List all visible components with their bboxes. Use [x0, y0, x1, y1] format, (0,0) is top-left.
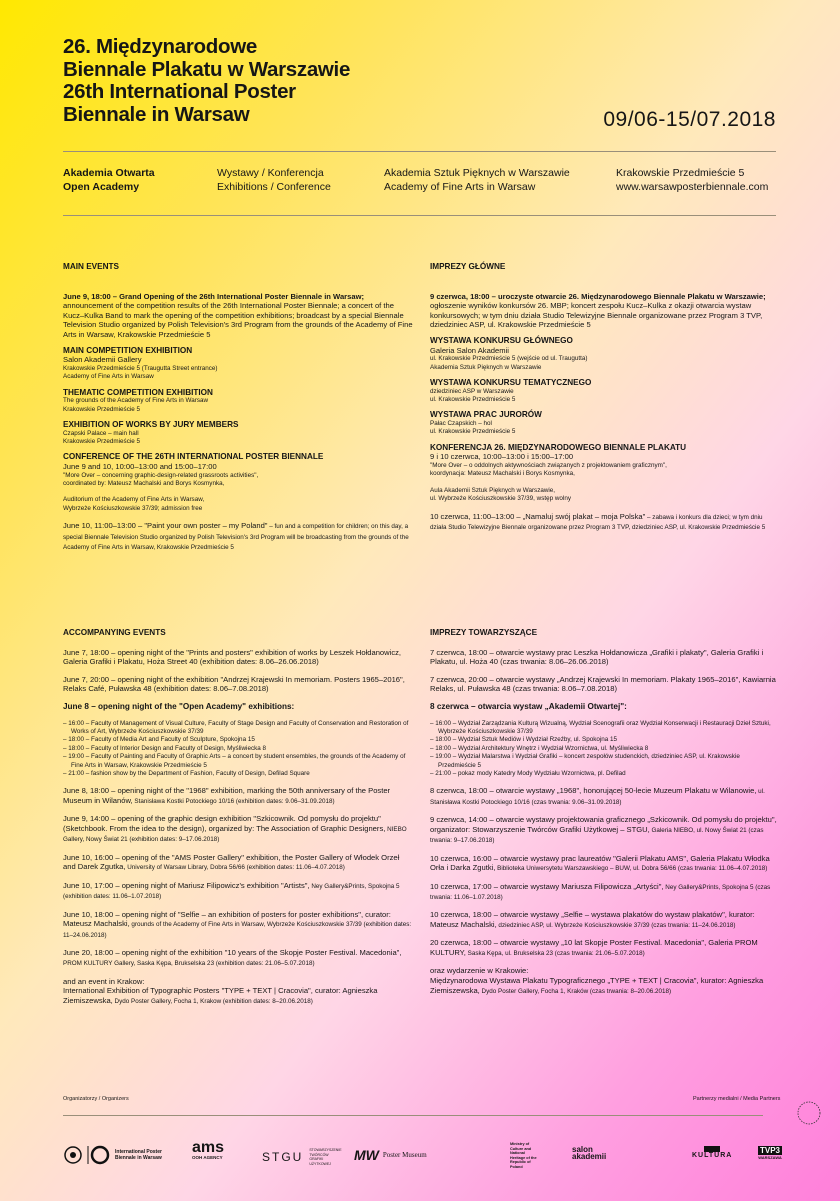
section-heading: IMPREZY TOWARZYSZĄCE — [430, 628, 538, 637]
open-academy-item: – 18:00 – Wydział Sztuk Mediów i Wydział Rzeźby, ul. Spokojna 15 — [430, 736, 618, 744]
open-academy-item: – 16:00 – Wydział Zarządzania Kulturą Wizualną, Wydział Scenografii oraz Wydział Konserwacji i Restauracji Dzieł Sztuki, Wybrzeże Kościuszkowskie 37/39 — [430, 719, 771, 735]
event-item: 9 czerwca, 14:00 – otwarcie wystawy projektowania graficznego „Szkicownik. Od pomysłu do projektu", organizator: Stowarzyszenie Twórców Grafiki Użytkowej – STGU, Galeria NIEBO, ul. Nowy Świat 21 (czas trwania: 9–17.06.2018) — [430, 815, 777, 845]
website-link[interactable]: www.warsawposterbiennale.com — [616, 180, 769, 193]
section-heading: MAIN EVENTS — [63, 262, 119, 271]
ipb-logo: International Poster Biennale in Warsaw — [63, 1144, 167, 1166]
event-item: June 7, 18:00 – opening night of the "Prints and posters" exhibition of works by Leszek Hołdanowicz, Galeria Grafiki i Plakatu, Hoża Street 40 (exhibition dates: 8.06–26.06.2018) — [63, 647, 402, 667]
info-exhibitions: Wystawy / Konferencja Exhibitions / Conference — [217, 167, 331, 193]
info-address: Krakowskie Przedmieście 5 www.warsawposterbiennale.com — [616, 167, 769, 193]
event-item: 8 czerwca, 18:00 – otwarcie wystawy „1968", honorującej 50-lecie Muzeum Plakatu w Wilanowie, ul. Stanisława Kostki Potockiego 10/16 (czas trwania: 9.06–31.09.2018) — [430, 786, 765, 806]
info-academy: Akademia Sztuk Pięknych w Warszawie Academy of Fine Arts in Warsaw — [384, 167, 570, 193]
tvp3-logo: TVP3 WARSZAWA — [758, 1146, 782, 1160]
open-academy-item: – 18:00 – Faculty of Media Art and Faculty of Sculpture, Spokojna 15 — [63, 736, 255, 744]
open-academy-item: – 21:00 – pokaz mody Katedry Mody Wydziału Wzornictwa, pl. Defilad — [430, 770, 626, 777]
poster-museum-logo: MW Poster Museum — [354, 1147, 427, 1163]
exhibition-heading: THEMATIC COMPETITION EXHIBITION — [63, 387, 213, 397]
open-academy-item: – 19:00 – Wydział Malarstwa i Wydział Grafiki – koncert zespołów studenckich, dziedziniec ASP, ul. Krakowskie Przedmieście 5 — [430, 753, 740, 769]
accompanying-events-pl: IMPREZY TOWARZYSZĄCE 7 czerwca, 18:00 – otwarcie wystawy prac Leszka Hołdanowicza „Grafiki i plakaty", Galeria Grafiki i Plakatu, ul. Hoża 40 (czas trwania: 8.06–26.06.2018) 7 czerwca, 20:00 – otwarcie wystawy „Andrzej Krajewski In memoriam. Plakaty 1965–2016", Kawiarnia Relaks, ul. Puławska 48 (czas trwania: 8.06–7.08.2018) 8 czerwca – otwarcia wystaw „Akademii Otwartej": – 16:00 – Wydział Zarządzania Kulturą Wizualną, Wydział Scenografii oraz Wydział Konserwacji i Restauracji Dzieł Sztuki, Wybrzeże Kościuszkowskie 37/39 – 18:00 – Wydział Sztuk Mediów i Wydział Rzeźby, ul. Spokojna 15 – 18:00 – Wydział Architektury Wnętrz i Wydział Wzornictwa, ul. Myśliwiecka 8 – 19:00 – Wydział Malarstwa i Wydział Grafiki – koncert zespołów studenckich, dziedziniec ASP, ul. Krakowskie Przedmieście 5 – 21:00 – pokaz mody Katedry Mody Wydziału Wzornictwa, pl. Defilad 8 czerwca, 18:00 – otwarcie wystawy „1968", honorującej 50-lecie Muzeum Plakatu w Wilanowie, ul. Stanisława Kostki Potockiego 10/16 (czas trwania: 9.06–31.09.2018) 9 czerwca, 14:00 – otwarcie wystawy projektowania graficznego „Szkicownik. Od pomysłu do projektu", organizator: Stowarzyszenie Twórców Grafiki Użytkowej – STGU, Galeria NIEBO, ul. Nowy Świat 21 (czas trwania: 9–17.06.2018) 10 czerwca, 16:00 – otwarcie wystawy prac laureatów "Galerii Plakatu AMS", Galeria Plakatu Włodka Orła i Darka Zgutki, Biblioteka Uniwersytetu Warszawskiego – BUW, ul. Dobra 56/66 (czas trwania: 11.06–4.07.2018) 10 czerwca, 17:00 – otwarcie wystawy Mariusza Filipowicza „Artyści", Ney Gallery&Prints, Spokojna 5 (czas trwania: 11.06–1.07.2018) 10 czerwca, 18:00 – otwarcie wystawy „Selfie – wystawa plakatów do wystaw plakatów", kurator: Mateusz Machalski, dziedziniec ASP, ul. Wybrzeże Kościuszkowskie 37/39 (czas trwania: 11–24.06.2018) 20 czerwca, 18:00 – otwarcie wystawy „10 lat Skopje Poster Festival. Macedonia", Galeria PROM KULTURY, Saska Kępa, ul. Brukselska 23 (czas trwania: 21.06–5.07.2018) oraz wydarzenie w Krakowie: Międzynarodowa Wystawa Plakatu Typograficznego „TYPE + TEXT | Cracovia", kurator: Agnieszka Ziemiszewska, Dydo Poster Gallery, Focha 1, Kraków (czas trwania: 8–20.06.2018) — [430, 628, 777, 995]
section-heading: IMPREZY GŁÓWNE — [430, 262, 506, 271]
title-line: Biennale in Warsaw — [63, 102, 250, 126]
exhibition-heading: MAIN COMPETITION EXHIBITION — [63, 345, 193, 355]
open-academy-item: – 18:00 – Wydział Architektury Wnętrz i Wydział Wzornictwa, ul. Myśliwiecka 8 — [430, 744, 649, 752]
event-item: Międzynarodowa Wystawa Plakatu Typograficznego „TYPE + TEXT | Cracovia", kurator: Agnieszka Ziemiszewska, Dydo Poster Gallery, Focha 1, Kraków (czas trwania: 8–20.06.2018) — [430, 976, 764, 995]
event-item: June 8, 18:00 – opening night of the "1968" exhibition, marking the 50th anniversary of the Poster Museum in Wilanów, Stanisława Kostki Potockiego 10/16 (exhibition dates: 9.06–31.09.2018) — [63, 786, 391, 805]
partners-label: Partnerzy medialni / Media Partners — [693, 1096, 781, 1102]
poster-title — [63, 36, 350, 126]
event-item: June 9, 14:00 – opening of the graphic design exhibition "Szkicownik. Od pomysłu do projektu" (Sketchbook. From the idea to the design), organized by: The Association of Graphic Designers, NIEBO Gallery, Nowy Świat 21 (exhibition dates: 9–17.06.2018) — [63, 814, 407, 844]
opening-event: June 9, 18:00 – Grand Opening of the 26th International Poster Biennale in Warsaw; announcement of the competition results of the 26th International Poster Biennale; a concert of the Kucz–Kulka Band to mark the opening of the competition exhibitions; broadcast by a special Biennale Television Studio organized by Polish Television's 3rd Program from the grounds of the Academy of Fine Arts in Warsaw, Krakowskie Przedmieście 5 — [63, 291, 413, 339]
tvp-kultura-logo: KULTURA — [692, 1146, 732, 1159]
open-academy-heading: June 8 – opening night of the "Open Academy" exhibitions: — [63, 701, 295, 711]
conference-heading: KONFERENCJA 26. MIĘDZYNARODOWEGO BIENNALE PLAKATU — [430, 442, 687, 452]
open-academy-heading: 8 czerwca – otwarcia wystaw „Akademii Otwartej": — [430, 701, 627, 711]
event-item: June 10, 17:00 – opening night of Mariusz Filipowicz's exhibition "Artists", Ney Gallery&Prints, Spokojna 5 (exhibition dates: 11.06–1.07.2018) — [63, 880, 400, 901]
seal-icon — [796, 1100, 822, 1126]
title-line: 26th International Poster — [63, 80, 296, 103]
event-item: 7 czerwca, 20:00 – otwarcie wystawy „Andrzej Krajewski In memoriam. Plakaty 1965–2016", Kawiarnia Relaks, ul. Puławska 48 (czas trwania: 8.06–7.08.2018) — [430, 674, 776, 694]
event-item: 10 czerwca, 18:00 – otwarcie wystawy „Selfie – wystawa plakatów do wystaw plakatów", kurator: Mateusz Machalski, dziedziniec ASP, ul. Wybrzeże Kościuszkowskie 37/39 (czas trwania: 11–24.06.2018) — [430, 910, 755, 930]
event-item: 20 czerwca, 18:00 – otwarcie wystawy „10 lat Skopje Poster Festival. Macedonia", Galeria PROM KULTURY, Saska Kępa, ul. Brukselska 23 (czas trwania: 21.06–5.07.2018) — [430, 938, 758, 958]
children-contest: 10 czerwca, 11:00–13:00 – „Namaluj swój plakat – moja Polska" – zabawa i konkurs dla dzieci; w tym dniu działa Studio Telewizyjne Biennale organizowane przez Program 3 TVP, dziedziniec ASP, ul. Krakowskie Przedmieście 5 — [430, 511, 766, 531]
conference-heading: CONFERENCE OF THE 26TH INTERNATIONAL POSTER BIENNALE — [63, 452, 324, 462]
children-contest: June 10, 11:00–13:00 – "Paint your own poster – my Poland" – fun and a competition for children; on this day, a special Biennale Television Studio organized by Polish Television's 3rd Program will be broadcasting from the grounds of the Academy of Fine Arts in Warsaw, Krakowskie Przedmieście 5 — [63, 521, 409, 551]
divider — [63, 215, 776, 216]
event-item: 10 czerwca, 16:00 – otwarcie wystawy prac laureatów "Galerii Plakatu AMS", Galeria Plakatu Włodka Orła i Darka Zgutki, Biblioteka Uniwersytetu Warszawskiego – BUW, ul. Dobra 56/66 (czas trwania: 11.06–4.07.2018) — [430, 853, 770, 873]
title-line: Biennale Plakatu w Warszawie — [63, 57, 351, 81]
divider — [63, 1115, 763, 1116]
salon-akademii-logo: salon akademii — [572, 1145, 607, 1161]
section-heading: ACCOMPANYING EVENTS — [63, 628, 166, 637]
stgu-logo: STGU STOWARZYSZENIE TWÓRCÓW GRAFIKI UŻYTKOWEJ — [262, 1148, 342, 1166]
divider — [63, 151, 776, 152]
info-open-academy: Akademia Otwarta Open Academy — [63, 167, 155, 193]
exhibition-heading: EXHIBITION OF WORKS BY JURY MEMBERS — [63, 419, 239, 429]
opening-event: 9 czerwca, 18:00 – uroczyste otwarcie 26. Międzynarodowego Biennale Plakatu w Warszawie; ogłoszenie wyników konkursów 26. MBP; koncert zespołu Kucz–Kulka z okazji otwarcia wystaw konkursowych; w tym dniu działa Studio Telewizyjne Biennale organizowane przez Program 3 TVP, dziedziniec ASP, ul. Krakowskie Przedmieście 5 — [430, 291, 766, 330]
event-item: International Exhibition of Typographic Posters "TYPE + TEXT | Cracovia", curator: Agnieszka Ziemiszewska, Dydo Poster Gallery, Focha 1, Krakow (exhibition dates: 8–20.06.2018) — [63, 986, 378, 1006]
exhibition-heading: WYSTAWA PRAC JURORÓW — [430, 410, 542, 420]
exhibition-heading: WYSTAWA KONKURSU TEMATYCZNEGO — [430, 377, 592, 387]
open-academy-item: – 21:00 – fashion show by the Department of Fashion, Faculty of Design, Defilad Square — [63, 770, 310, 777]
logo-strip — [0, 1138, 840, 1168]
exhibition-heading: WYSTAWA KONKURSU GŁÓWNEGO — [430, 335, 573, 345]
ams-logo: ams OOH AGENCY — [192, 1139, 225, 1160]
event-item: 10 czerwca, 17:00 – otwarcie wystawy Mariusza Filipowicza „Artyści", Ney Gallery&Prints, Spokojna 5 (czas trwania: 11.06–1.07.2018) — [430, 881, 771, 902]
open-academy-item: – 18:00 – Faculty of Interior Design and Faculty of Design, Myśliwiecka 8 — [63, 744, 266, 752]
main-events-en: MAIN EVENTS June 9, 18:00 – Grand Opening of the 26th International Poster Biennale in Warsaw; announcement of the competition results of the 26th International Poster Biennale; a concert of the Kucz–Kulka Band to mark the opening of the competition exhibitions; broadcast by a special Biennale Television Studio organized by Polish Television's 3rd Program from the grounds of the Academy of Fine Arts in Warsaw, Krakowskie Przedmieście 5 MAIN COMPETITION EXHIBITION Salon Akademii Gallery Krakowskie Przedmieście 5 (Traugutta Street entrance) Academy of Fine Arts in Warsaw THEMATIC COMPETITION EXHIBITION The grounds of the Academy of Fine Arts in Warsaw Krakowskie Przedmieście 5 EXHIBITION OF WORKS BY JURY MEMBERS Czapski Palace – main hall Krakowskie Przedmieście 5 CONFERENCE OF THE 26TH INTERNATIONAL POSTER BIENNALE June 9 and 10, 10:00–13:00 and 15:00–17:00 "More Over – concerning graphic-design-related grassroots activities", coordinated by: Mateusz Machalski and Borys Kosmynka, Auditorium of the Academy of Fine Arts in Warsaw, Wybrzeże Kościuszkowskie 37/39; admission free June 10, 11:00–13:00 – "Paint your own poster – my Poland" – fun and a competition for children; on this day, a special Biennale Television Studio organized by Polish Television's 3rd Program will be broadcasting from the grounds of the Academy of Fine Arts in Warsaw, Krakowskie Przedmieście 5 — [63, 262, 413, 551]
ipb-emblem-icon — [63, 1144, 111, 1166]
main-events-pl: IMPREZY GŁÓWNE 9 czerwca, 18:00 – uroczyste otwarcie 26. Międzynarodowego Biennale Plakatu w Warszawie; ogłoszenie wyników konkursów 26. MBP; koncert zespołu Kucz–Kulka z okazji otwarcia wystaw konkursowych; w tym dniu działa Studio Telewizyjne Biennale organizowane przez Program 3 TVP, dziedziniec ASP, ul. Krakowskie Przedmieście 5 WYSTAWA KONKURSU GŁÓWNEGO Galeria Salon Akademii ul. Krakowskie Przedmieście 5 (wejście od ul. Traugutta) Akademia Sztuk Pięknych w Warszawie WYSTAWA KONKURSU TEMATYCZNEGO dziedziniec ASP w Warszawie ul. Krakowskie Przedmieście 5 WYSTAWA PRAC JURORÓW Pałac Czapskich – hol ul. Krakowskie Przedmieście 5 KONFERENCJA 26. MIĘDZYNARODOWEGO BIENNALE PLAKATU 9 i 10 czerwca, 10:00–13:00 i 15:00–17:00 "More Over – o oddolnych aktywnościach związanych z projektowaniem graficznym", koordynacja: Mateusz Machalski i Borys Kosmynka, Aula Akademii Sztuk Pięknych w Warszawie, ul. Wybrzeże Kościuszkowskie 37/39, wstęp wolny 10 czerwca, 11:00–13:00 – „Namaluj swój plakat – moja Polska" – zabawa i konkurs dla dzieci; w tym dniu działa Studio Telewizyjne Biennale organizowane przez Program 3 TVP, dziedziniec ASP, ul. Krakowskie Przedmieście 5 — [430, 262, 778, 532]
organizers-label: Organizatorzy / Organizers — [63, 1096, 129, 1102]
accompanying-events-en: ACCOMPANYING EVENTS June 7, 18:00 – opening night of the "Prints and posters" exhibition of works by Leszek Hołdanowicz, Galeria Grafiki i Plakatu, Hoża Street 40 (exhibition dates: 8.06–26.06.2018) June 7, 20:00 – opening night of the exhibition "Andrzej Krajewski In memoriam. Posters 1965–2016", Relaks Café, Puławska 48 (exhibition dates: 8.06–7.08.2018) June 8 – opening night of the "Open Academy" exhibitions: – 16:00 – Faculty of Management of Visual Culture, Faculty of Stage Design and Faculty of Conservation and Restoration of Works of Art, Wybrzeże Kościuszkowskie 37/39 – 18:00 – Faculty of Media Art and Faculty of Sculpture, Spokojna 15 – 18:00 – Faculty of Interior Design and Faculty of Design, Myśliwiecka 8 – 19:00 – Faculty of Painting and Faculty of Graphic Arts – a concert by student ensembles, the grounds of the Academy of Fine Arts in Warsaw, Krakowskie Przedmieście 5 – 21:00 – fashion show by the Department of Fashion, Faculty of Design, Defilad Square June 8, 18:00 – opening night of the "1968" exhibition, marking the 50th anniversary of the Poster Museum in Wilanów, Stanisława Kostki Potockiego 10/16 (exhibition dates: 9.06–31.09.2018) June 9, 14:00 – opening of the graphic design exhibition "Szkicownik. Od pomysłu do projektu" (Sketchbook. From the idea to the design), organized by: The Association of Graphic Designers, NIEBO Gallery, Nowy Świat 21 (exhibition dates: 9–17.06.2018) June 10, 16:00 – opening of the "AMS Poster Gallery" exhibition, the Poster Gallery of Włodek Orzeł and Darek Zgutka, University of Warsaw Library, Dobra 56/66 (exhibition dates: 11.06–4.07.2018) June 10, 17:00 – opening night of Mariusz Filipowicz's exhibition "Artists", Ney Gallery&Prints, Spokojna 5 (exhibition dates: 11.06–1.07.2018) June 10, 18:00 – opening night of "Selfie – an exhibition of posters for poster exhibitions", curator: Mateusz Machalski, grounds of the Academy of Fine Arts in Warsaw, Wybrzeże Kościuszkowskie 37/39 (exhibition dates: 11–24.06.2018) June 20, 18:00 – opening night of the exhibition "10 years of the Skopje Poster Festival. Macedonia", PROM KULTURY Gallery, Saska Kępa, Brukselska 23 (exhibition dates: 21.06–5.07.2018) and an event in Krakow: International Exhibition of Typographic Posters "TYPE + TEXT | Cracovia", curator: Agnieszka Ziemiszewska, Dydo Poster Gallery, Focha 1, Krakow (exhibition dates: 8–20.06.2018) — [63, 628, 412, 1006]
open-academy-item: – 19:00 – Faculty of Painting and Faculty of Graphic Arts – a concert by student ensembles, the grounds of the Academy of Fine Arts in Warsaw, Krakowskie Przedmieście 5 — [63, 753, 406, 769]
event-item: June 7, 20:00 – opening night of the exhibition "Andrzej Krajewski In memoriam. Posters 1965–2016", Relaks Café, Puławska 48 (exhibition dates: 8.06–7.08.2018) — [63, 674, 405, 694]
title-line: 26. Międzynarodowe — [63, 35, 257, 58]
event-item: 7 czerwca, 18:00 – otwarcie wystawy prac Leszka Hołdanowicza „Grafiki i plakaty", Galeria Grafiki i Plakatu, ul. Hoża 40 (czas trwania: 8.06–26.06.2018) — [430, 647, 764, 667]
event-item: June 20, 18:00 – opening night of the exhibition "10 years of the Skopje Poster Festival. Macedonia", PROM KULTURY Gallery, Saska Kępa, Brukselska 23 (exhibition dates: 21.06–5.07.2018) — [63, 948, 402, 968]
ministry-logo: Ministry of Culture and National Heritage of the Republic of Poland — [510, 1142, 537, 1169]
event-item: June 10, 16:00 – opening of the "AMS Poster Gallery" exhibition, the Poster Gallery of Włodek Orzeł and Darek Zgutka, University of Warsaw Library, Dobra 56/66 (exhibition dates: 11.06–4.07.2018) — [63, 852, 400, 872]
open-academy-item: – 16:00 – Faculty of Management of Visual Culture, Faculty of Stage Design and Faculty of Conservation and Restoration of Works of Art, Wybrzeże Kościuszkowskie 37/39 — [63, 719, 409, 735]
event-item: June 10, 18:00 – opening night of "Selfie – an exhibition of posters for poster exhibitions", curator: Mateusz Machalski, grounds of the Academy of Fine Arts in Warsaw, Wybrzeże Kościuszkowskie 37/39 (exhibition dates: 11–24.06.2018) — [63, 909, 412, 939]
biennale-dates: 09/06-15/07.2018 — [603, 108, 776, 131]
